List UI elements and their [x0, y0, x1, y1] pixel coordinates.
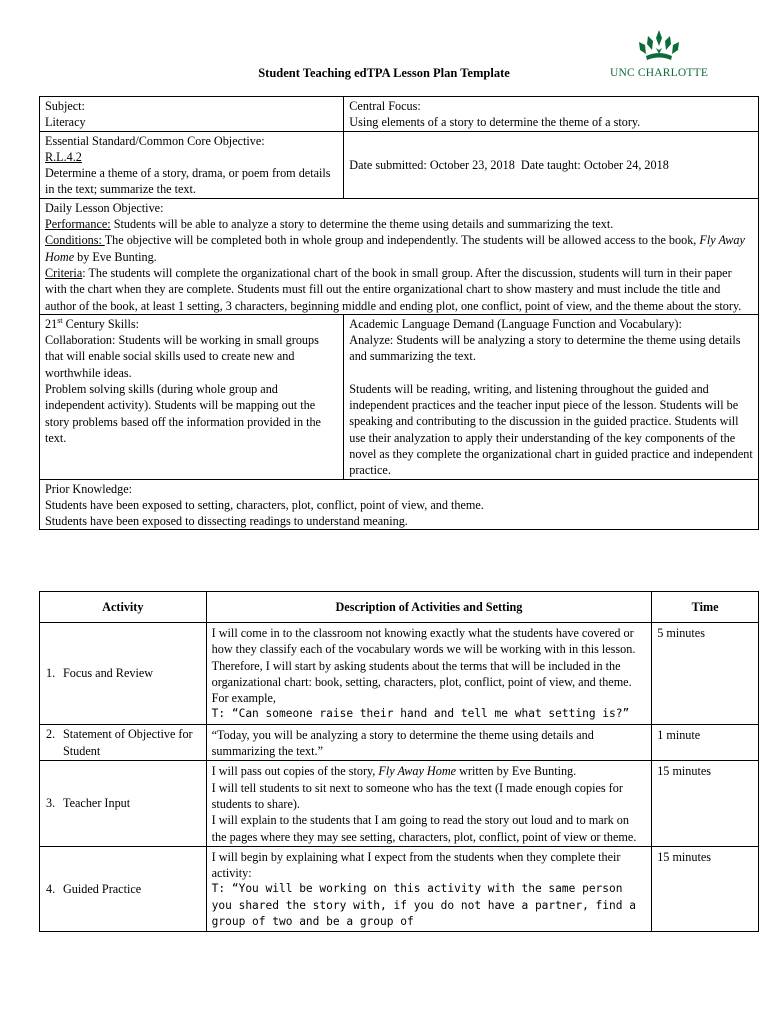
standard-label: Essential Standard/Common Core Objective:	[45, 133, 265, 148]
conditions-book-title: Fly Away Home	[45, 233, 745, 264]
performance-label: Performance:	[45, 217, 111, 232]
standard-code: R.L.4.2	[45, 149, 82, 164]
logo-text: UNC CHARLOTTE	[609, 67, 709, 79]
header-time: Time	[652, 592, 759, 623]
prior-line-1: Students have been exposed to setting, characters, plot, conflict, point of view, and theme.	[45, 497, 484, 512]
daily-objective-label: Daily Lesson Objective:	[45, 200, 164, 215]
prior-line-2: Students have been exposed to dissecting readings to understand meaning.	[45, 514, 408, 529]
lesson-info-table	[39, 96, 759, 530]
description-cell: I will begin by explaining what I expect from the students when they complete their activity: T: “You will be working on this activity with the same person you shared the story with, if you do not have a partner, find a group of two and be a group of	[206, 846, 652, 931]
time-cell: 15 minutes	[652, 846, 759, 931]
time-cell: 5 minutes	[652, 623, 759, 725]
dates-text: Date submitted: October 23, 2018 Date taught: October 24, 2018	[349, 158, 669, 173]
skills-cell	[40, 314, 344, 479]
academic-paragraph: Students will be reading, writing, and listening throughout the guided and independent practices and the teacher input piece of the lesson. Students will be speaking and contributing to the discussion in the guided practice. Students will use their analyzation to apply their understanding of the key components of the novel as they complete the organizational chart in guided practice and independent practice.	[349, 381, 753, 478]
academic-analyze: Analyze: Students will be analyzing a story to determine the theme using details and summarizing the text.	[349, 333, 741, 364]
time-cell: 1 minute	[652, 724, 759, 761]
description-cell: “Today, you will be analyzing a story to determine the theme using details and summarizing the text.”	[206, 724, 652, 761]
prior-knowledge-cell	[40, 479, 759, 530]
skills-label: 21st Century Skills:	[45, 315, 140, 331]
page-title: Student Teaching edTPA Lesson Plan Template	[258, 66, 510, 80]
criteria-line	[45, 265, 753, 314]
conditions-label: Conditions:	[45, 233, 105, 248]
activity-cell: 3. Teacher Input	[40, 761, 207, 846]
academic-language-cell	[344, 314, 759, 479]
performance-text: Students will be able to analyze a story to determine the theme using details and summarizing the text.	[110, 217, 614, 232]
table-row	[40, 846, 759, 931]
activity-name: Statement of Objective for Student	[63, 727, 193, 758]
header-description: Description of Activities and Setting	[206, 592, 652, 623]
activities-header-row	[40, 592, 759, 623]
subject-label: Subject:	[45, 99, 85, 113]
central-focus-value: Using elements of a story to determine the theme of a story.	[349, 115, 641, 130]
skills-collaboration: Collaboration: Students will be working in small groups that will enable social skills used to create new and worthwhile ideas.	[45, 333, 319, 380]
central-focus-label: Central Focus:	[349, 99, 421, 113]
central-focus-cell	[344, 97, 759, 132]
conditions-text-1: The objective will be completed both in whole group and independently. The students will be allowed access to the book,	[104, 233, 700, 248]
dates-cell	[344, 131, 759, 198]
prior-label: Prior Knowledge:	[45, 481, 132, 496]
description-cell: I will come in to the classroom not knowing exactly what the students have covered or how they classify each of the vocabulary words we will be working with in this lesson. Therefore, I will start by asking students about the terms that will be included in the organizational chart: book, setting, characters, plot, conflict, point of view, and theme. For example, T: “Can someone raise their hand and tell me what setting is?”	[206, 623, 652, 725]
performance-line	[45, 216, 753, 232]
activity-name: Guided Practice	[63, 881, 142, 896]
subject-cell	[40, 97, 344, 132]
standard-cell	[40, 131, 344, 198]
conditions-line	[45, 232, 753, 265]
standard-text: Determine a theme of a story, drama, or poem from details in the text; summarize the text.	[45, 166, 331, 197]
description-cell: I will pass out copies of the story, Fly Away Home written by Eve Bunting. I will tell students to sit next to someone who has the text (I made enough copies for students to share). I will explain to the students that I am going to read the story out loud and to mark on the pages where they may see setting, characters, plot, conflict, point of view or theme.	[206, 761, 652, 846]
daily-objective-cell	[40, 198, 759, 314]
criteria-text: : The students will complete the organizational chart of the book in small group. After the discussion, students will turn in their paper with the chart when they are complete. Students must fill out the entire organizational chart to show mastery and must include the title and author of the book, at least 1 setting, 3 characters, beginning middle and ending plot, one conflict, point of view, and the theme about the story.	[45, 265, 742, 313]
table-row	[40, 724, 759, 761]
table-row	[40, 761, 759, 846]
activity-name: Focus and Review	[63, 666, 154, 681]
activity-cell: 4. Guided Practice	[40, 846, 207, 931]
skills-problem-solving: Problem solving skills (during whole group and independent activity). Students will be mapping out the story problems based off the information provided in the text.	[45, 382, 321, 445]
crown-logo-icon	[634, 28, 684, 66]
time-cell: 15 minutes	[652, 761, 759, 846]
activity-name: Teacher Input	[63, 796, 131, 811]
subject-value: Literacy	[45, 115, 86, 130]
activity-cell: 2. Statement of Objective for Student	[40, 724, 207, 761]
book-title: Fly Away Home	[378, 764, 457, 779]
table-row	[40, 623, 759, 725]
conditions-text-2: by Eve Bunting.	[74, 249, 157, 264]
academic-label: Academic Language Demand (Language Function and Vocabulary):	[349, 316, 682, 331]
criteria-label: Criteria	[45, 265, 83, 280]
activities-table	[39, 591, 759, 932]
header-activity: Activity	[40, 592, 207, 623]
activity-cell: 1. Focus and Review	[40, 623, 207, 725]
